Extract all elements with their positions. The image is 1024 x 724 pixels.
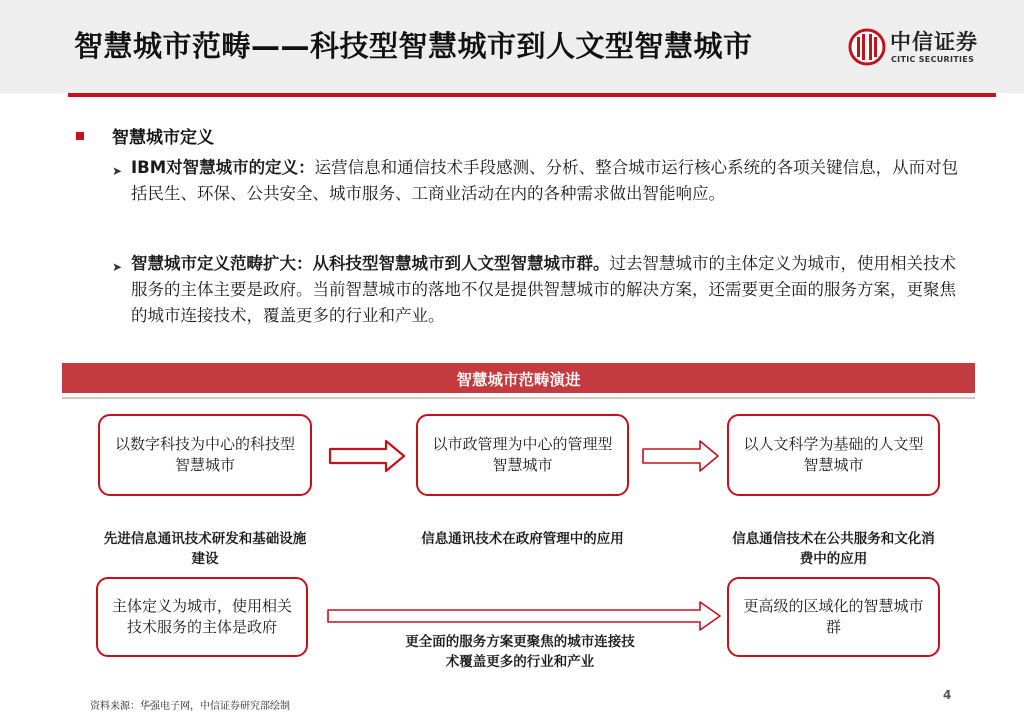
page-number: 4: [943, 688, 952, 702]
stage-box-label: 以数字科技为中心的科技型智慧城市: [114, 435, 295, 474]
to-box-label: 更高级的区域化的智慧城市群: [743, 597, 924, 636]
arrow-right-icon: [330, 441, 404, 471]
paragraph-body: 运营信息和通信技术手段感测、分析、整合城市运行核心系统的各项关键信息，从而对包括民生、环保、公共安全、城市服务、工商业活动在内的各种需求做出智能响应。: [131, 158, 959, 203]
diagram-banner-title: 智慧城市范畴演进: [456, 371, 581, 389]
arrow-bullet-icon: ➤: [112, 260, 123, 274]
stage-caption-tech: 先进信息通讯技术研发和基础设施建设: [103, 531, 307, 567]
stage-box-label: 以市政管理为中心的管理型智慧城市: [432, 435, 613, 474]
stage-caption-humanistic: 信息通信技术在公共服务和文化消费中的应用: [732, 531, 935, 567]
paragraph-lead: IBM对智慧城市的定义：: [131, 158, 315, 177]
transition-caption: 更全面的服务方案更聚焦的城市连接技术覆盖更多的行业和产业: [405, 634, 635, 670]
slide-title: 智慧城市范畴——科技型智慧城市到人文型智慧城市: [74, 29, 753, 63]
source-note: 资料来源：华强电子网，中信证券研究部绘制: [90, 701, 290, 712]
from-box-label: 主体定义为城市，使用相关技术服务的主体是政府: [111, 597, 292, 636]
arrow-right-icon: [643, 441, 718, 471]
stage-caption-management: 信息通讯技术在政府管理中的应用: [421, 531, 624, 547]
section-title: 智慧城市定义: [112, 128, 214, 148]
long-arrow-right-icon: [328, 602, 720, 630]
paragraph-lead: 智慧城市定义范畴扩大：从科技型智慧城市到人文型智慧城市群。: [131, 254, 610, 273]
arrow-bullet-icon: ➤: [112, 164, 123, 178]
stage-box-label: 以人文科学为基础的人文型智慧城市: [743, 435, 924, 474]
paragraph-body: 过去智慧城市的主体定义为城市，使用相关技术服务的主体主要是政府。当前智慧城市的落地不仅是提供智慧城市的解决方案，还需要更全面的服务方案，更聚焦的城市连接技术，覆盖更多的行业和产业。: [131, 254, 956, 325]
logo-text-en: CITIC SECURITIES: [891, 55, 975, 64]
logo-text-cn: 中信证券: [890, 30, 978, 54]
